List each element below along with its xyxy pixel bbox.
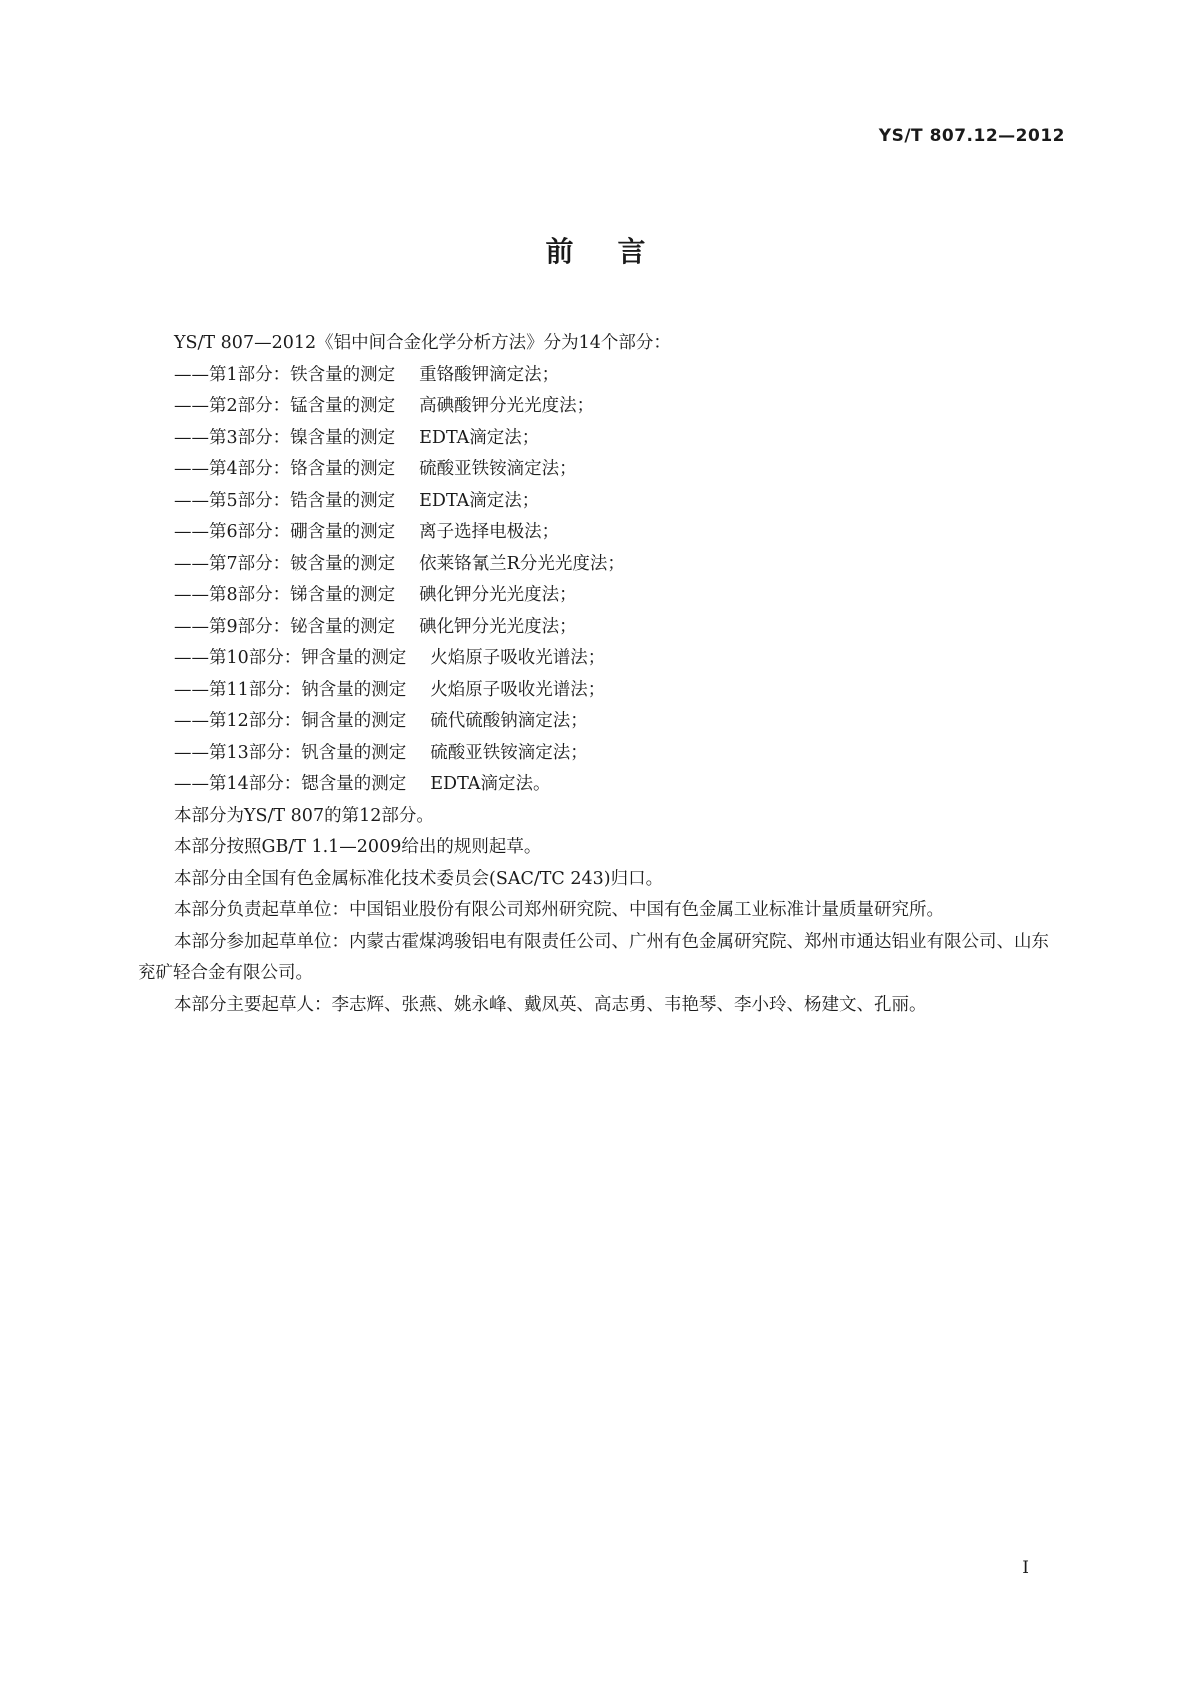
part-method: 硫酸亚铁铵滴定法；	[419, 459, 577, 479]
page-title: 前言	[545, 235, 690, 268]
list-item	[138, 580, 1056, 612]
part-name: ——第1部分：铁含量的测定	[174, 364, 396, 385]
participating-units-paragraph: 本部分参加起草单位：内蒙古霍煤鸿骏铝电有限责任公司、广州有色金属研究院、郑州市通达铝业有限公司、山东兖矿轻合金有限公司。	[138, 931, 1049, 983]
part-method: EDTA滴定法；	[419, 427, 540, 448]
part-method: 碘化钾分光光度法；	[419, 616, 577, 637]
part-method: 依莱铬氰兰R分光光度法；	[419, 553, 625, 574]
list-item	[138, 423, 1056, 455]
part-name: ——第10部分：钾含量的测定	[174, 648, 407, 668]
part-name: ——第11部分：钠含量的测定	[174, 679, 407, 700]
part-name: ——第14部分：锶含量的测定	[174, 774, 407, 794]
list-item	[138, 738, 1056, 770]
list-item	[138, 643, 1056, 675]
drafting-rules-paragraph: 本部分按照GB/T 1.1—2009给出的规则起草。	[174, 837, 542, 857]
list-item	[138, 549, 1056, 581]
part-name: ——第7部分：铍含量的测定	[174, 553, 396, 574]
part-method: 火焰原子吸收光谱法；	[430, 679, 606, 700]
part-name: ——第5部分：锆含量的测定	[174, 490, 396, 511]
list-item	[138, 769, 1056, 801]
part-method: 重铬酸钾滴定法；	[419, 364, 560, 385]
part-name: ——第3部分：镍含量的测定	[174, 427, 396, 448]
list-item	[138, 612, 1056, 644]
list-item	[138, 675, 1056, 707]
list-item	[138, 360, 1056, 392]
part-method: 高碘酸钾分光光度法；	[419, 396, 595, 416]
part-method: 火焰原子吸收光谱法；	[430, 648, 606, 668]
list-item	[138, 391, 1056, 423]
part-of-paragraph: 本部分为YS/T 807的第12部分。	[174, 805, 434, 826]
part-name: ——第12部分：铜含量的测定	[174, 711, 407, 731]
part-name: ——第6部分：硼含量的测定	[174, 522, 396, 542]
list-item	[138, 517, 1056, 549]
page-number: I	[1022, 1558, 1029, 1578]
intro-paragraph: YS/T 807—2012《铝中间合金化学分析方法》分为14个部分：	[174, 333, 671, 353]
part-method: 硫酸亚铁铵滴定法；	[430, 742, 588, 763]
part-method: EDTA滴定法；	[419, 490, 540, 511]
standard-code: YS/T 807.12—2012	[878, 126, 1065, 146]
list-item	[138, 706, 1056, 738]
part-name: ——第9部分：铋含量的测定	[174, 616, 396, 637]
part-name: ——第8部分：锑含量的测定	[174, 585, 396, 605]
responsible-units-paragraph: 本部分负责起草单位：中国铝业股份有限公司郑州研究院、中国有色金属工业标准计量质量研究所。	[174, 900, 944, 920]
part-method: 硫代硫酸钠滴定法；	[430, 711, 588, 731]
part-name: ——第2部分：锰含量的测定	[174, 396, 396, 416]
list-item	[138, 454, 1056, 486]
part-method: EDTA滴定法。	[430, 774, 551, 794]
part-method: 离子选择电极法；	[419, 522, 560, 542]
list-item	[138, 486, 1056, 518]
foreword-body	[138, 328, 1056, 1021]
part-name: ——第13部分：钒含量的测定	[174, 742, 407, 763]
centralized-by-paragraph: 本部分由全国有色金属标准化技术委员会(SAC/TC 243)归口。	[174, 868, 664, 889]
part-method: 碘化钾分光光度法；	[419, 585, 577, 605]
drafters-paragraph: 本部分主要起草人：李志辉、张燕、姚永峰、戴凤英、高志勇、韦艳琴、李小玲、杨建文、孔丽。	[174, 994, 927, 1015]
part-name: ——第4部分：铬含量的测定	[174, 459, 396, 479]
